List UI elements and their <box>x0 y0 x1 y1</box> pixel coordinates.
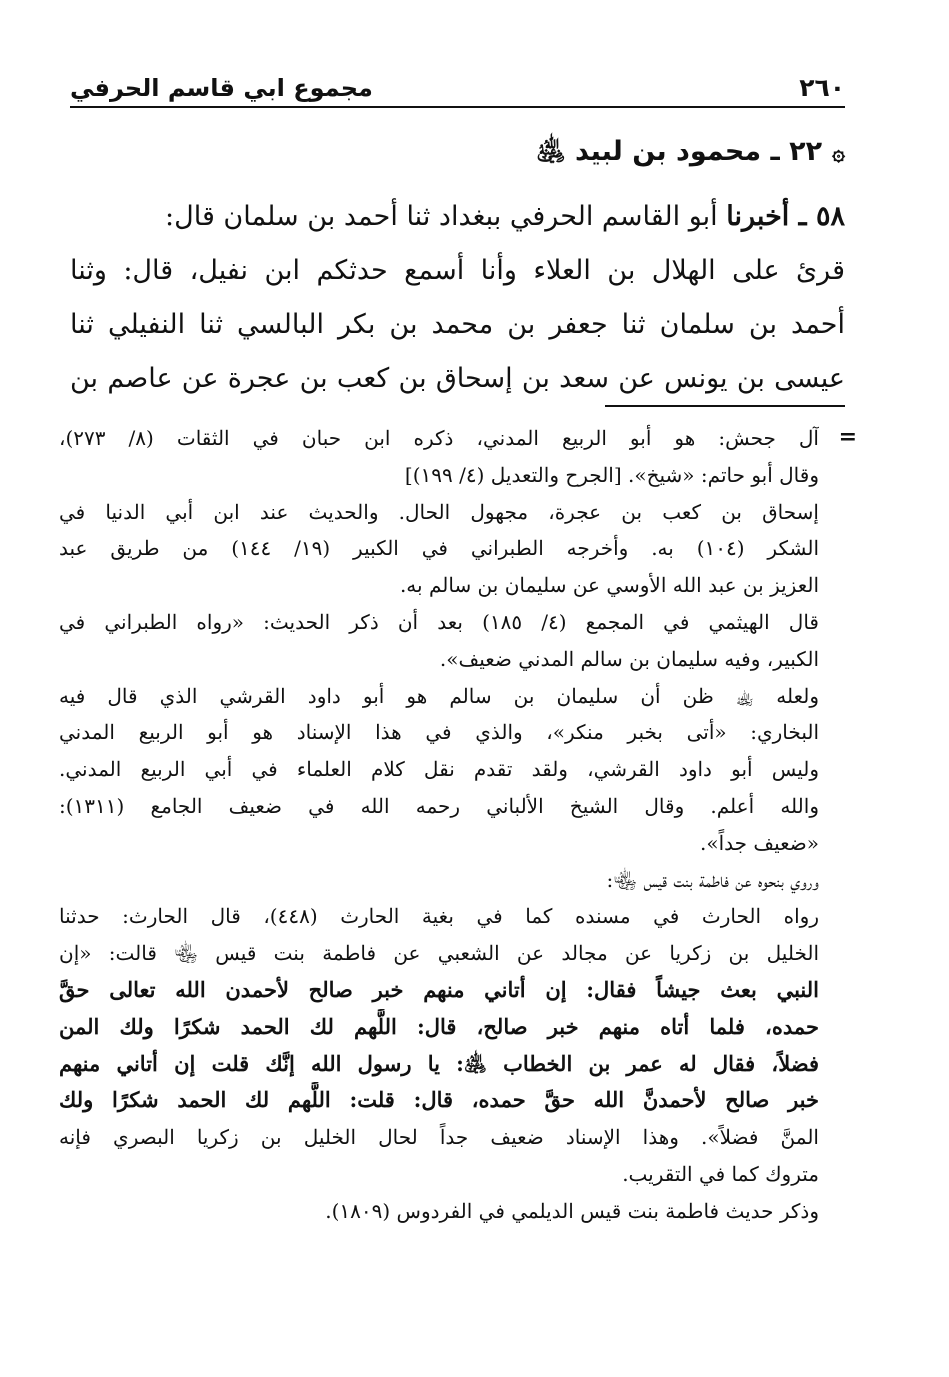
footnote-line: فضلاً، فقال له عمر بن الخطاب ﵁: يا رسول الله إنَّك قلت إن أتاني منهم <box>59 1050 819 1076</box>
footnote-line: وقال أبو حاتم: «شيخ». [الجرح والتعديل (٤/ ١٩٩)] <box>404 462 819 487</box>
footnote-paragraph <box>59 604 819 678</box>
footnote-line: الشكر (١٠٤) به. وأخرجه الطبراني في الكبير (١٩/ ١٤٤) من طريق عبد <box>59 536 819 561</box>
footnote-continuation-mark: = <box>838 424 857 450</box>
hadith-line: قرئ على الهلال بن العلاء وأنا أسمع حدثكم ابن نفيل، قال: وثنا <box>70 255 845 286</box>
footnote-rule <box>605 405 845 407</box>
chapter-title: ٢٢ ـ محمود بن لبيد ﵁ <box>536 136 823 167</box>
hadith-line: أحمد بن سلمان ثنا جعفر بن محمد بن بكر البالسي ثنا النفيلي ثنا <box>70 309 845 340</box>
hadith-line: عيسى بن يونس عن سعد بن إسحاق بن كعب بن عجرة عن عاصم بن <box>70 363 845 394</box>
footnote-line: العزيز بن عبد الله الأوسي عن سليمان بن سالم به. <box>399 573 819 598</box>
hadith-line-text: أبو القاسم الحرفي ببغداد ثنا أحمد بن سلمان قال: <box>165 201 718 232</box>
footnote-line: وروي بنحوه عن فاطمة بنت قيس ﵄: <box>606 867 819 892</box>
footnote-paragraph <box>59 678 819 862</box>
footnote-line: خبر صالح لأحمدنَّ الله حقَّ حمده، قال: قلت: اللَّهم لك الحمد شكرًا ولك <box>59 1087 819 1113</box>
page-number: ٢٦٠ <box>799 73 845 102</box>
footnote-line: وليس أبو داود القرشي، ولقد تقدم نقل كلام العلماء في أبي الربيع المدني. <box>59 757 819 782</box>
footnote-line: آل جحش: هو أبو الربيع المدني، ذكره ابن حبان في الثقات (٨/ ٢٧٣)، <box>59 426 819 450</box>
footnote-line: حمده، فلما أتاه منهم خبر صالح، قال: اللَّهم لك الحمد شكرًا ولك المن <box>59 1013 819 1039</box>
running-head <box>70 60 845 102</box>
rosette-icon: ۞ <box>832 141 845 166</box>
footnote-line: متروك كما في التقريب. <box>622 1161 819 1186</box>
footnote-paragraph <box>59 420 819 494</box>
chapter-heading <box>70 134 845 174</box>
footnotes <box>59 420 819 1230</box>
footnote-line: «ضعيف جداً». <box>700 830 819 855</box>
footnote-line: الكبير، وفيه سليمان بن سالم المدني ضعيف». <box>439 646 819 671</box>
hadith-number: ٥٨ ـ أخبرنا <box>726 201 845 232</box>
footnote-line: الخليل بن زكريا عن مجالد عن الشعبي عن فاطمة بنت قيس ﵄ قالت: «إن <box>59 941 819 966</box>
footnote-line: البخاري: «أتى بخبر منكر»، والذي في هذا الإسناد هو أبو الربيع المدني <box>59 720 819 745</box>
footnote-paragraph <box>59 494 819 604</box>
footnote-line: إسحاق بن كعب بن عجرة، مجهول الحال. والحديث عند ابن أبي الدنيا في <box>59 499 819 524</box>
footnote-paragraph <box>59 862 819 899</box>
footnote-paragraph <box>59 1193 819 1230</box>
footnote-line: رواه الحارث في مسنده كما في بغية الحارث (٤٤٨)، قال الحارث: حدثنا <box>59 904 819 929</box>
footnote-line: والله أعلم. وقال الشيخ الألباني رحمه الله في ضعيف الجامع (١٣١١): <box>59 793 819 818</box>
footnote-line: النبي بعث جيشاً فقال: إن أتاني منهم خبر صالح لأحمدن الله تعالى حقَّ <box>59 976 819 1002</box>
book-title: مجموع ابي قاسم الحرفي <box>70 74 373 102</box>
hadith-text <box>70 190 845 406</box>
header-rule <box>70 106 845 108</box>
hadith-line <box>70 190 845 244</box>
footnote-line: وذكر حديث فاطمة بنت قيس الديلمي في الفردوس (١٨٠٩). <box>325 1198 819 1223</box>
footnote-line: ولعله ﵀ ظن أن سليمان بن سالم هو أبو داود القرشي الذي قال فيه <box>59 683 819 708</box>
footnote-line: المنَّ فضلاً». وهذا الإسناد ضعيف جداً لحال الخليل بن زكريا البصري فإنه <box>59 1125 819 1150</box>
footnote-line: قال الهيثمي في المجمع (٤/ ١٨٥) بعد أن ذكر الحديث: «رواه الطبراني في <box>59 609 819 634</box>
footnote-paragraph <box>59 898 819 1192</box>
